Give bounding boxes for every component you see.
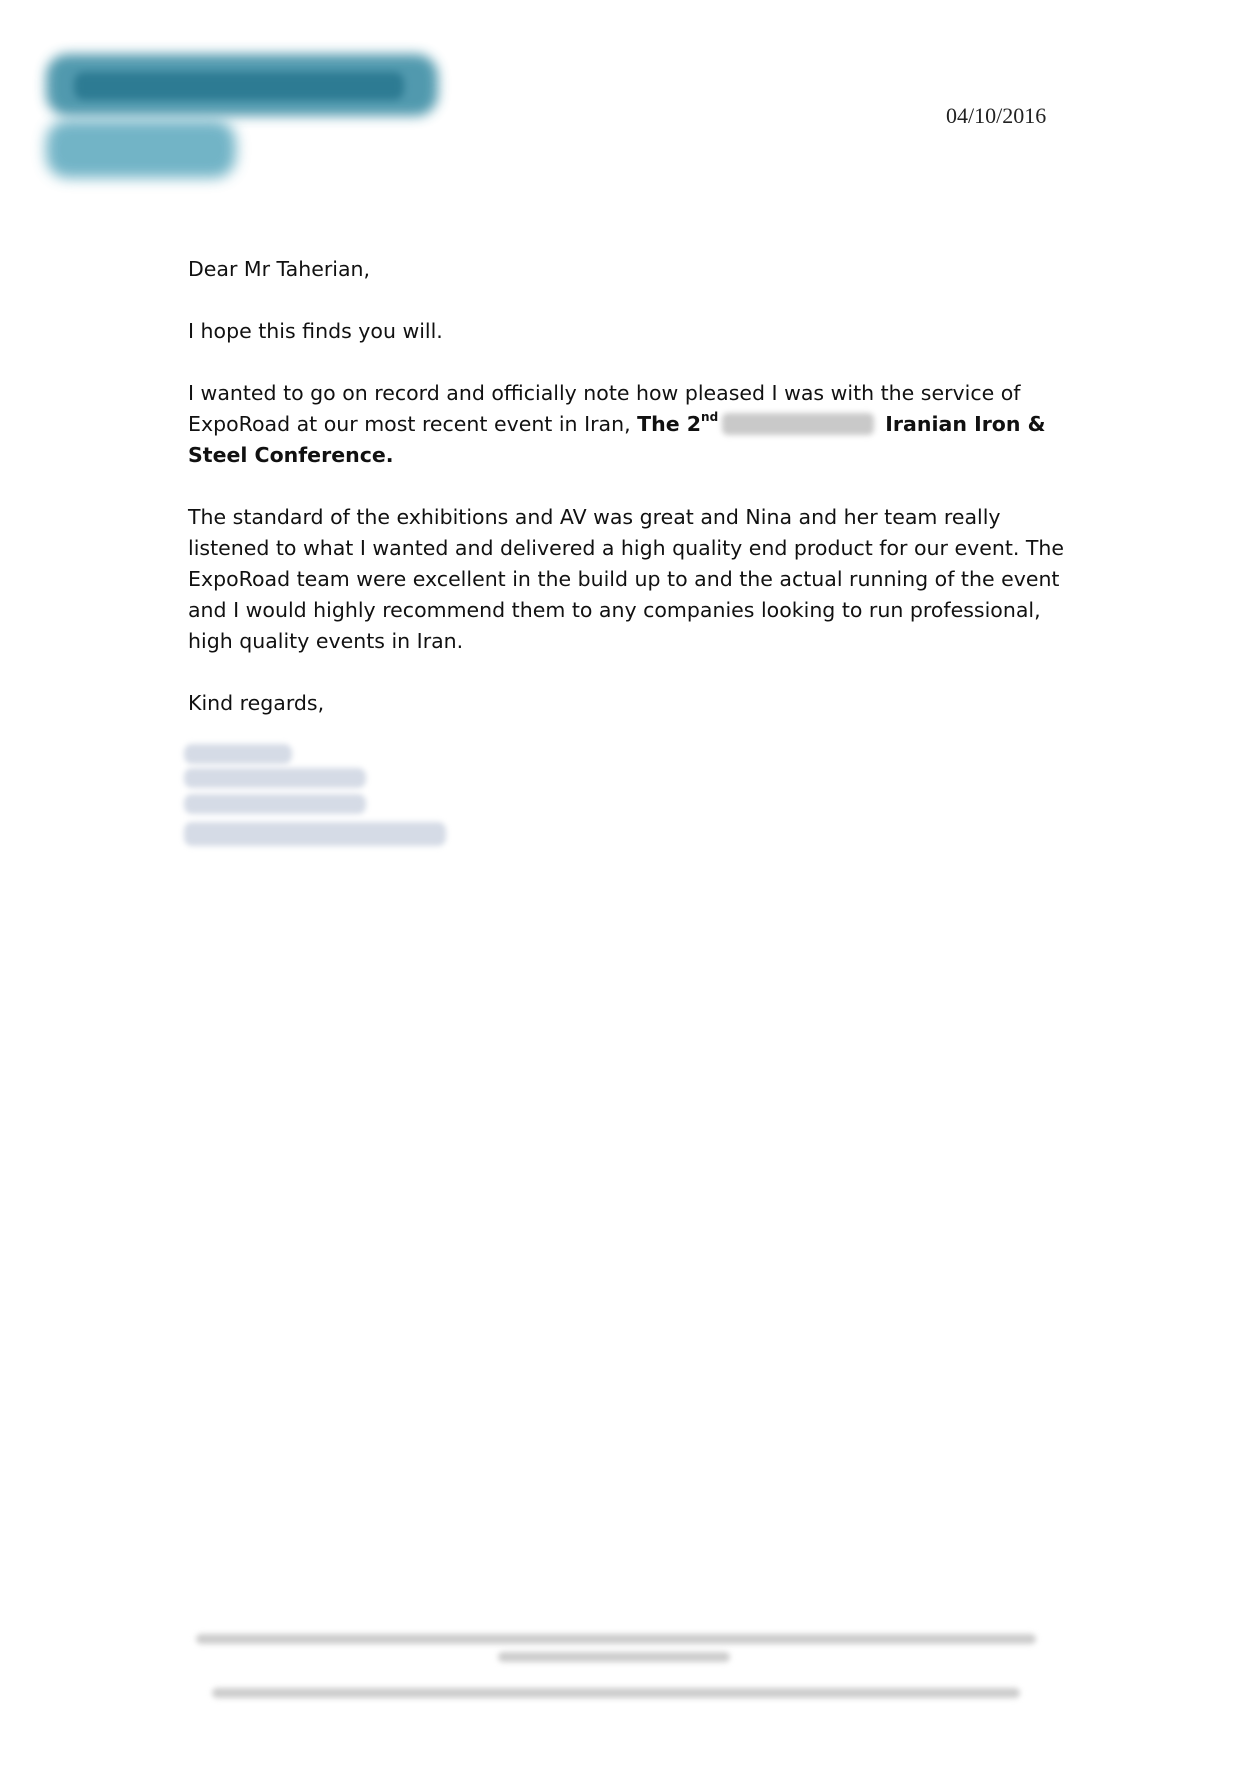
letter-date: 04/10/2016	[946, 103, 1047, 128]
letter-body	[188, 254, 1068, 750]
event-name: The 2nd Iranian Iron & Steel Conference.	[188, 410, 1046, 467]
footer-line-redacted	[498, 1652, 730, 1662]
footer-line-redacted	[196, 1634, 1036, 1644]
opening-line: I hope this finds you will.	[188, 319, 443, 343]
redacted-text	[722, 413, 874, 435]
paragraph-1-text: I wanted to go on record and officially note how pleased I was with the service of ExpoRoad at our most recent event in Iran,	[188, 381, 1021, 436]
footer-line-redacted	[212, 1688, 1020, 1698]
closing: Kind regards,	[188, 691, 325, 715]
company-logo-redacted	[46, 50, 446, 185]
signature-block-redacted	[184, 744, 454, 850]
paragraph-1	[188, 378, 1068, 471]
salutation: Dear Mr Taherian,	[188, 257, 371, 281]
paragraph-2: The standard of the exhibitions and AV was great and Nina and her team really listened to what I wanted and delivered a high quality end product for our event. The ExpoRoad team were excellent in the build up to and the actual running of the event and I would highly recommend them to any companies looking to run professional, high quality events in Iran.	[188, 505, 1065, 653]
